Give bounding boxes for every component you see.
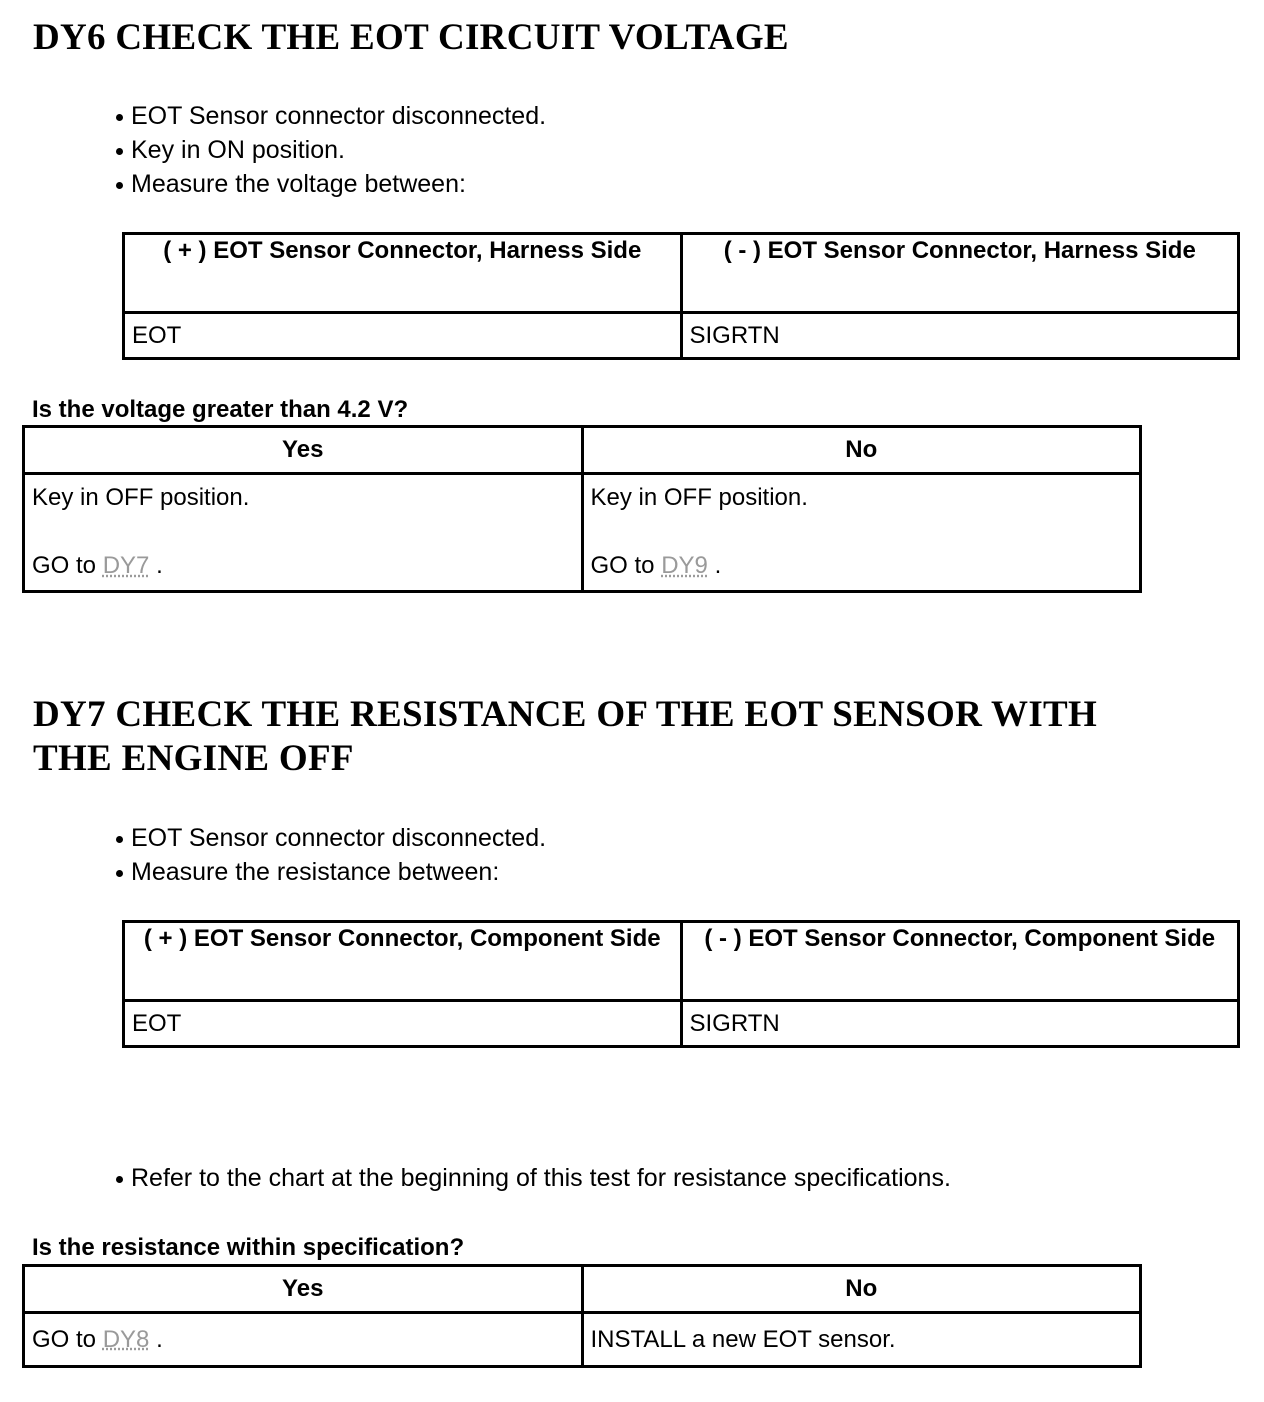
dy6-answer-table xyxy=(22,425,1142,593)
link-dy9[interactable]: DY9 xyxy=(661,552,708,579)
yes-goto xyxy=(32,549,574,583)
list-item: EOT Sensor connector disconnected. xyxy=(114,99,546,133)
no-header: No xyxy=(582,1266,1141,1313)
dy7-answer-table xyxy=(22,1264,1142,1368)
list-item: Measure the resistance between: xyxy=(114,855,546,889)
yes-cell xyxy=(24,1313,583,1367)
table-cell: EOT xyxy=(124,1001,682,1047)
list-item: EOT Sensor connector disconnected. xyxy=(114,821,546,855)
list-item: Refer to the chart at the beginning of this test for resistance specifications. xyxy=(114,1161,951,1195)
no-cell: INSTALL a new EOT sensor. xyxy=(582,1313,1141,1367)
dy6-col-positive: ( + ) EOT Sensor Connector, Harness Side xyxy=(124,234,682,313)
dy6-steps xyxy=(114,99,546,201)
yes-header: Yes xyxy=(24,1266,583,1313)
dy7-resistance-table xyxy=(122,920,1240,1048)
dy7-heading xyxy=(33,693,1097,781)
dy6-col-negative: ( - ) EOT Sensor Connector, Harness Side xyxy=(681,234,1239,313)
table-cell: SIGRTN xyxy=(681,313,1239,359)
no-cell xyxy=(582,474,1141,592)
list-item: Measure the voltage between: xyxy=(114,167,546,201)
dy7-question: Is the resistance within specification? xyxy=(32,1234,465,1261)
dy7-heading-line1: DY7 CHECK THE RESISTANCE OF THE EOT SENSOR WITH xyxy=(33,694,1098,735)
table-cell: EOT xyxy=(124,313,682,359)
dy7-steps xyxy=(114,821,546,889)
dy7-col-negative: ( - ) EOT Sensor Connector, Component Side xyxy=(681,922,1239,1001)
dy6-heading: DY6 CHECK THE EOT CIRCUIT VOLTAGE xyxy=(33,17,789,58)
list-item: Key in ON position. xyxy=(114,133,546,167)
table-cell: SIGRTN xyxy=(681,1001,1239,1047)
period: . xyxy=(714,552,722,579)
yes-instruction: Key in OFF position. xyxy=(32,484,250,511)
no-goto xyxy=(591,549,1133,583)
period: . xyxy=(156,552,163,579)
no-header: No xyxy=(582,427,1141,474)
link-dy8[interactable]: DY8 xyxy=(102,1325,150,1353)
dy6-question: Is the voltage greater than 4.2 V? xyxy=(32,396,409,423)
period: . xyxy=(156,1325,163,1353)
dy7-note xyxy=(114,1161,951,1195)
link-dy7[interactable]: DY7 xyxy=(102,552,150,579)
dy7-heading-line2: THE ENGINE OFF xyxy=(33,738,354,779)
goto-text: GO to xyxy=(32,552,97,579)
no-instruction: Key in OFF position. xyxy=(590,484,808,511)
dy7-col-positive: ( + ) EOT Sensor Connector, Component Side xyxy=(124,922,682,1001)
dy6-voltage-table xyxy=(122,232,1240,360)
yes-header: Yes xyxy=(24,427,583,474)
goto-text: GO to xyxy=(32,1325,97,1353)
goto-text: GO to xyxy=(590,552,655,579)
yes-cell xyxy=(24,474,583,592)
